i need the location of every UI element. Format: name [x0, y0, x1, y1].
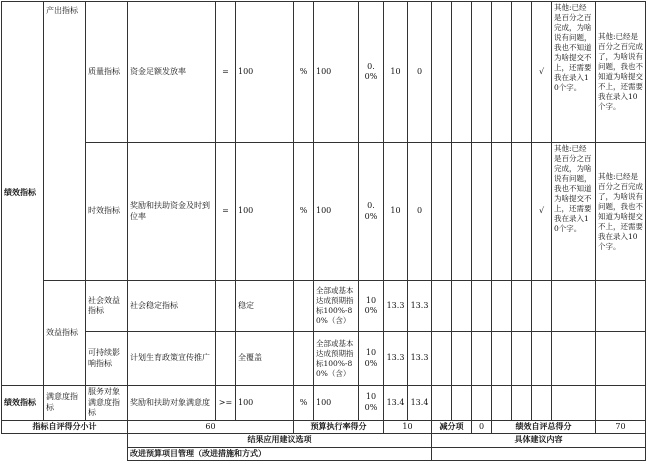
unit: % — [294, 2, 314, 143]
subtotal-value: 60 — [128, 420, 294, 434]
indicator-name: 奖励和扶助对象满意度 — [128, 386, 216, 421]
actual-value: 全部或基本达成预期指标100%-80%（含） — [314, 332, 359, 386]
operator: = — [216, 2, 236, 143]
effect-indicator-label: 效益指标 — [44, 281, 86, 386]
table-row — [2, 386, 646, 421]
completion-rate: 100% — [359, 386, 384, 421]
sub-indicator: 服务对象满意度指标 — [86, 386, 128, 421]
detail-content-label: 具体建议内容 — [432, 434, 646, 448]
weight: 13.3 — [384, 281, 408, 332]
indicator-name: 计划生育政策宣传推广 — [128, 332, 216, 386]
score: 0 — [408, 2, 432, 143]
indicator-name: 奖励和扶助资金及时到位率 — [128, 143, 216, 281]
deduction-label: 减分项 — [432, 420, 472, 434]
perf-indicator-label: 绩效指标 — [2, 386, 44, 421]
result-options-label: 结果应用建议选项 — [128, 434, 432, 448]
score: 0 — [408, 143, 432, 281]
performance-table — [1, 1, 646, 461]
improve-row — [2, 447, 646, 461]
total-score-label: 绩效自评总得分 — [492, 420, 596, 434]
target-value: 100 — [236, 143, 294, 281]
target-value: 100 — [236, 2, 294, 143]
perf-indicator-label: 绩效指标 — [2, 2, 44, 386]
budget-score-value: 10 — [384, 420, 432, 434]
actual-value: 全部或基本达成预期指标100%-80%（含） — [314, 281, 359, 332]
check-mark: √ — [532, 2, 552, 143]
table-row — [2, 332, 646, 386]
weight: 10 — [384, 143, 408, 281]
table-row — [2, 143, 646, 281]
total-score-value: 70 — [596, 420, 646, 434]
deduction-value: 0 — [472, 420, 492, 434]
improve-detail-cell — [432, 447, 646, 461]
actual-value: 100 — [314, 386, 359, 421]
improvement-note: 其他:已经是百分之百完成了，为啥说有问题，我也不知道为啥提交不上，还需要我在录入10个字。 — [596, 2, 646, 143]
score: 13.3 — [408, 281, 432, 332]
completion-rate: 0.0% — [359, 2, 384, 143]
target-value: 100 — [236, 386, 294, 421]
budget-score-label: 预算执行率得分 — [294, 420, 384, 434]
actual-value: 100 — [314, 2, 359, 143]
score: 13.4 — [408, 386, 432, 421]
deviation-note: 其他:已经是百分之百完成，为啥说有问题，我也不知道为啥提交不上，还需要我在录入10个字。 — [552, 143, 596, 281]
sub-indicator: 可持续影响指标 — [86, 332, 128, 386]
completion-rate: 100% — [359, 332, 384, 386]
sub-indicator: 时效指标 — [86, 143, 128, 281]
weight: 10 — [384, 2, 408, 143]
sub-indicator: 社会效益指标 — [86, 281, 128, 332]
sub-indicator: 质量指标 — [86, 2, 128, 143]
score: 13.3 — [408, 332, 432, 386]
weight: 13.3 — [384, 332, 408, 386]
target-value: 稳定 — [236, 281, 294, 332]
summary-row — [2, 420, 646, 434]
completion-rate: 0.0% — [359, 143, 384, 281]
target-value: 全覆盖 — [236, 332, 294, 386]
table-row — [2, 281, 646, 332]
indicator-name: 资金足额发放率 — [128, 2, 216, 143]
improvement-note: 其他:已经是百分之百完成了，为啥说有问题，我也不知道为啥提交不上，还需要我在录入10个字。 — [596, 143, 646, 281]
operator: = — [216, 143, 236, 281]
check-mark: √ — [532, 143, 552, 281]
weight: 13.4 — [384, 386, 408, 421]
result-header-row — [2, 434, 646, 448]
unit: % — [294, 386, 314, 421]
operator — [216, 332, 236, 386]
operator — [216, 281, 236, 332]
unit: % — [294, 143, 314, 281]
unit — [294, 281, 314, 332]
output-indicator-label: 产出指标 — [44, 2, 86, 281]
actual-value: 100 — [314, 143, 359, 281]
satisfaction-indicator-label: 满意度指标 — [44, 386, 86, 421]
operator: >= — [216, 386, 236, 421]
deviation-note: 其他:已经是百分之百完成，为啥说有问题，我也不知道为啥提交不上，还需要我在录入10个字。 — [552, 2, 596, 143]
improve-budget-label: 改进预算项目管理（改进措施和方式） — [128, 447, 432, 461]
unit — [294, 332, 314, 386]
indicator-name: 社会稳定指标 — [128, 281, 216, 332]
subtotal-label: 指标自评得分小计 — [2, 420, 128, 434]
table-row — [2, 2, 646, 143]
completion-rate: 100% — [359, 281, 384, 332]
